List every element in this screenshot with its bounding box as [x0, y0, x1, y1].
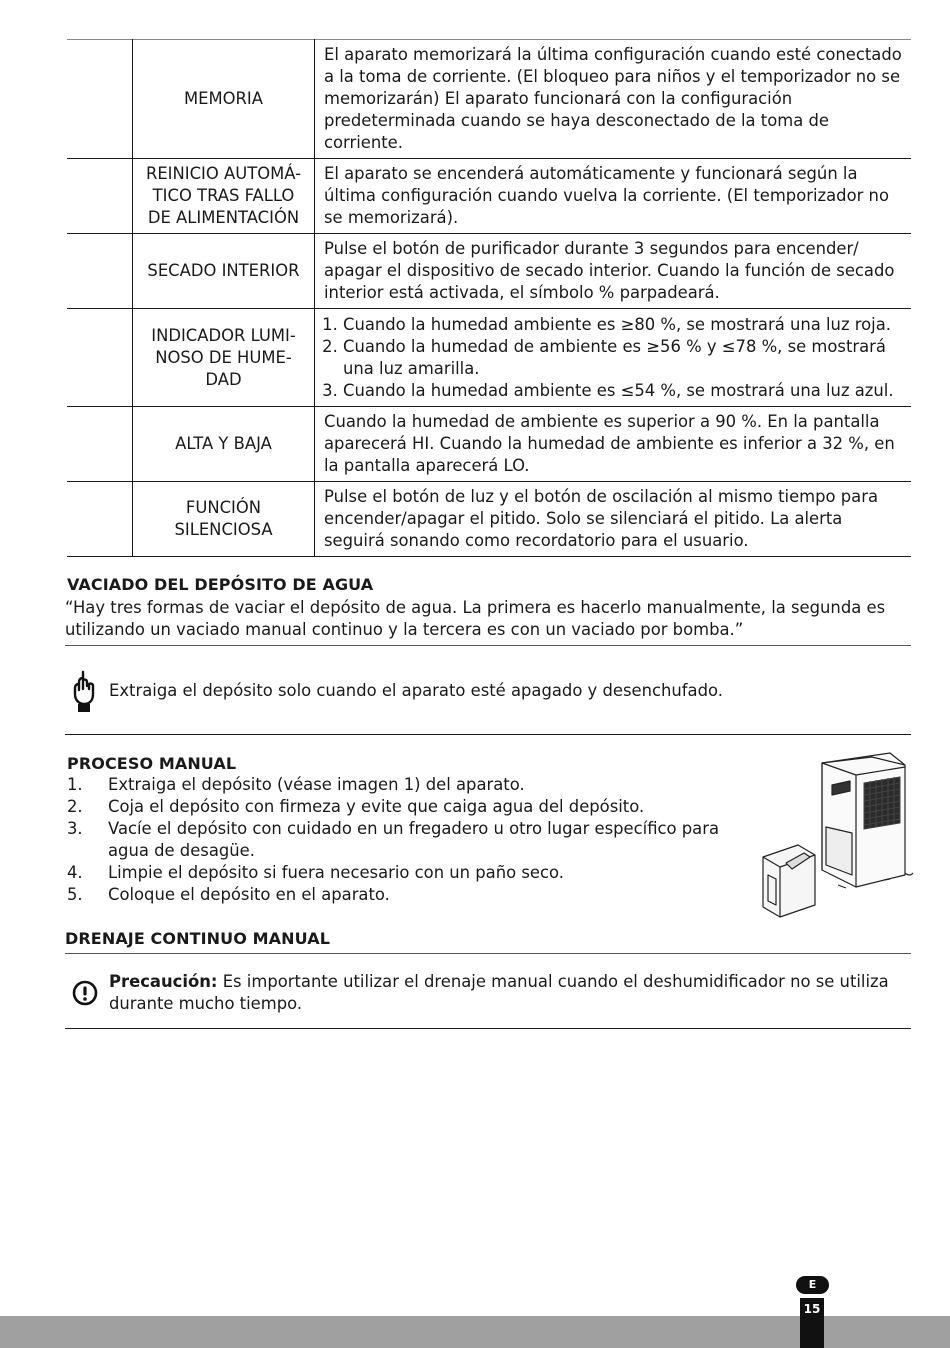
feature-description: El aparato memorizará la última configuración cuando esté conectado a la toma de corriente. (El bloqueo para niños y el temporizador no se memorizarán) El aparato funcionará con la configuración predeterminada cuando se haya desconectado de la toma de corriente.: [315, 40, 912, 159]
table-row: [67, 40, 911, 159]
list-item: 3. Cuando la humedad ambiente es ≤54 %, se mostrará una luz azul.: [343, 380, 907, 402]
vaciado-title: VACIADO DEL DEPÓSITO DE AGUA: [67, 575, 374, 594]
manual-title: PROCESO MANUAL: [67, 754, 237, 773]
list-item: 5. Coloque el depósito en el aparato.: [67, 885, 390, 904]
manual-steps: [67, 774, 757, 906]
caution-text: Precaución: Es importante utilizar el drenaje manual cuando el deshumidificador no se utiliza durante mucho tiempo.: [109, 972, 889, 1013]
list-item: 2. Cuando la humedad de ambiente es ≥56 % y ≤78 %, se mostrará una luz amarilla.: [343, 336, 907, 380]
feature-description: Pulse el botón de purificador durante 3 segundos para encender/ apagar el dispositivo de secado interior. Cuando la función de secado interior está activada, el símbolo % parpadeará.: [315, 234, 912, 309]
page-number: 15: [803, 1302, 821, 1316]
feature-name: MEMORIA: [133, 40, 315, 159]
dehumidifier-tank-illustration: [760, 745, 915, 920]
pointing-hand-icon: [70, 668, 98, 714]
table-row: [67, 159, 911, 234]
feature-description: Cuando la humedad de ambiente es superior a 90 %. En la pantalla aparecerá HI. Cuando la humedad de ambiente es inferior a 32 %, en la pantalla aparecerá LO.: [315, 407, 912, 482]
divider: [65, 645, 911, 646]
feature-name: FUNCIÓN SILENCIOSA: [133, 482, 315, 557]
feature-name: SECADO INTERIOR: [133, 234, 315, 309]
feature-name: INDICADOR LUMI-NOSO DE HUME-DAD: [133, 309, 315, 407]
caution-label: Precaución:: [109, 972, 218, 991]
list-item: 3. Vacíe el depósito con cuidado en un fregadero u otro lugar específico para agua de desagüe.: [67, 819, 719, 860]
feature-name: REINICIO AUTOMÁ-TICO TRAS FALLO DE ALIMENTACIÓN: [133, 159, 315, 234]
features-table: [67, 39, 911, 557]
feature-description: Pulse el botón de luz y el botón de oscilación al mismo tiempo para encender/apagar el pitido. Solo se silenciará el pitido. La alerta seguirá sonando como recordatorio para el usuario.: [315, 482, 912, 557]
list-item: 2. Coja el depósito con firmeza y evite que caiga agua del depósito.: [67, 797, 645, 816]
table-row: [67, 482, 911, 557]
feature-description: El aparato se encenderá automáticamente y funcionará según la última configuración cuando vuelva la corriente. (El temporizador no se memorizará).: [315, 159, 912, 234]
warning-icon: [72, 980, 98, 1006]
drenaje-title: DRENAJE CONTINUO MANUAL: [65, 929, 330, 948]
feature-description: [315, 309, 912, 407]
humidity-light-list: [324, 314, 907, 402]
divider: [65, 734, 911, 735]
divider: [65, 1028, 911, 1029]
feature-name: ALTA Y BAJA: [133, 407, 315, 482]
table-row: [67, 234, 911, 309]
list-item: 1. Extraiga el depósito (véase imagen 1) del aparato.: [67, 775, 525, 794]
table-row: [67, 407, 911, 482]
list-item: 4. Limpie el depósito si fuera necesario con un paño seco.: [67, 863, 564, 882]
note-text: Extraiga el depósito solo cuando el aparato esté apagado y desenchufado.: [109, 681, 723, 700]
divider: [65, 953, 911, 954]
language-badge: E: [796, 1276, 829, 1294]
vaciado-text: “Hay tres formas de vaciar el depósito de agua. La primera es hacerlo manualmente, la segunda es utilizando un vaciado manual continuo y la tercera es con un vaciado por bomba.”: [65, 598, 886, 639]
list-item: 1. Cuando la humedad ambiente es ≥80 %, se mostrará una luz roja.: [343, 314, 907, 336]
table-row: [67, 309, 911, 407]
